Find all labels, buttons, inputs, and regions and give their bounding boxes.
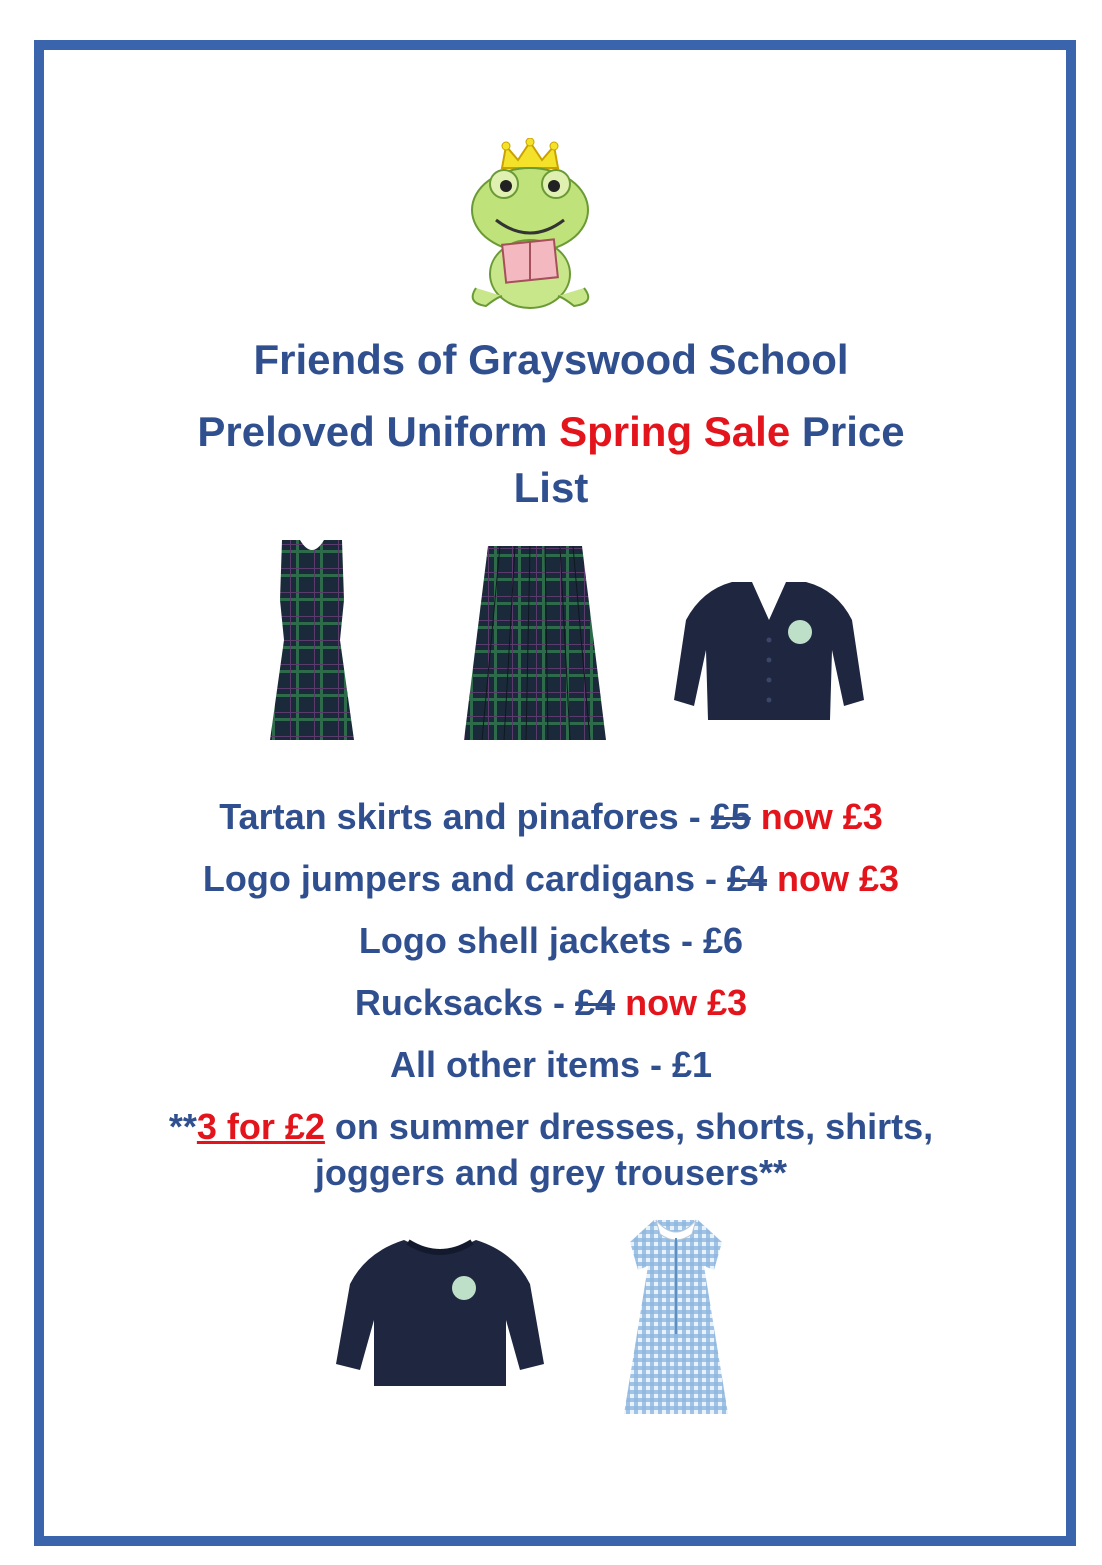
old-price: £4 <box>727 858 768 899</box>
spring-sale-highlight: Spring Sale <box>559 408 791 455</box>
new-price: now £3 <box>767 858 900 899</box>
tartan-skirt-image <box>460 544 610 744</box>
new-price: now £3 <box>750 796 883 837</box>
price-row-rucksacks: Rucksacks - £4 now £3 <box>354 982 748 1023</box>
pinafore-image <box>262 540 362 750</box>
frog-logo-icon <box>456 138 606 318</box>
summer-dress-image <box>618 1214 734 1420</box>
price-row-other-items: All other items - £1 <box>389 1044 713 1085</box>
price-row-tartan: Tartan skirts and pinafores - £5 now £3 <box>219 796 883 837</box>
offer-highlight: 3 for £2 <box>196 1106 325 1147</box>
offer-line-continued: joggers and grey trousers** <box>314 1152 788 1193</box>
jumper-image <box>334 1236 546 1394</box>
price-row-logo-jumpers: Logo jumpers and cardigans - £4 now £3 <box>202 858 900 899</box>
new-price: now £3 <box>615 982 748 1023</box>
old-price: £5 <box>710 796 751 837</box>
page-title: Friends of Grayswood School <box>253 336 849 383</box>
cardigan-image <box>672 580 867 725</box>
page-subtitle-continued: List <box>513 464 589 511</box>
price-row-shell-jackets: Logo shell jackets - £6 <box>358 920 744 961</box>
old-price: £4 <box>575 982 616 1023</box>
offer-line: **3 for £2 on summer dresses, shorts, shirts, <box>168 1106 934 1147</box>
page-subtitle: Preloved Uniform Spring Sale Price <box>197 408 905 455</box>
